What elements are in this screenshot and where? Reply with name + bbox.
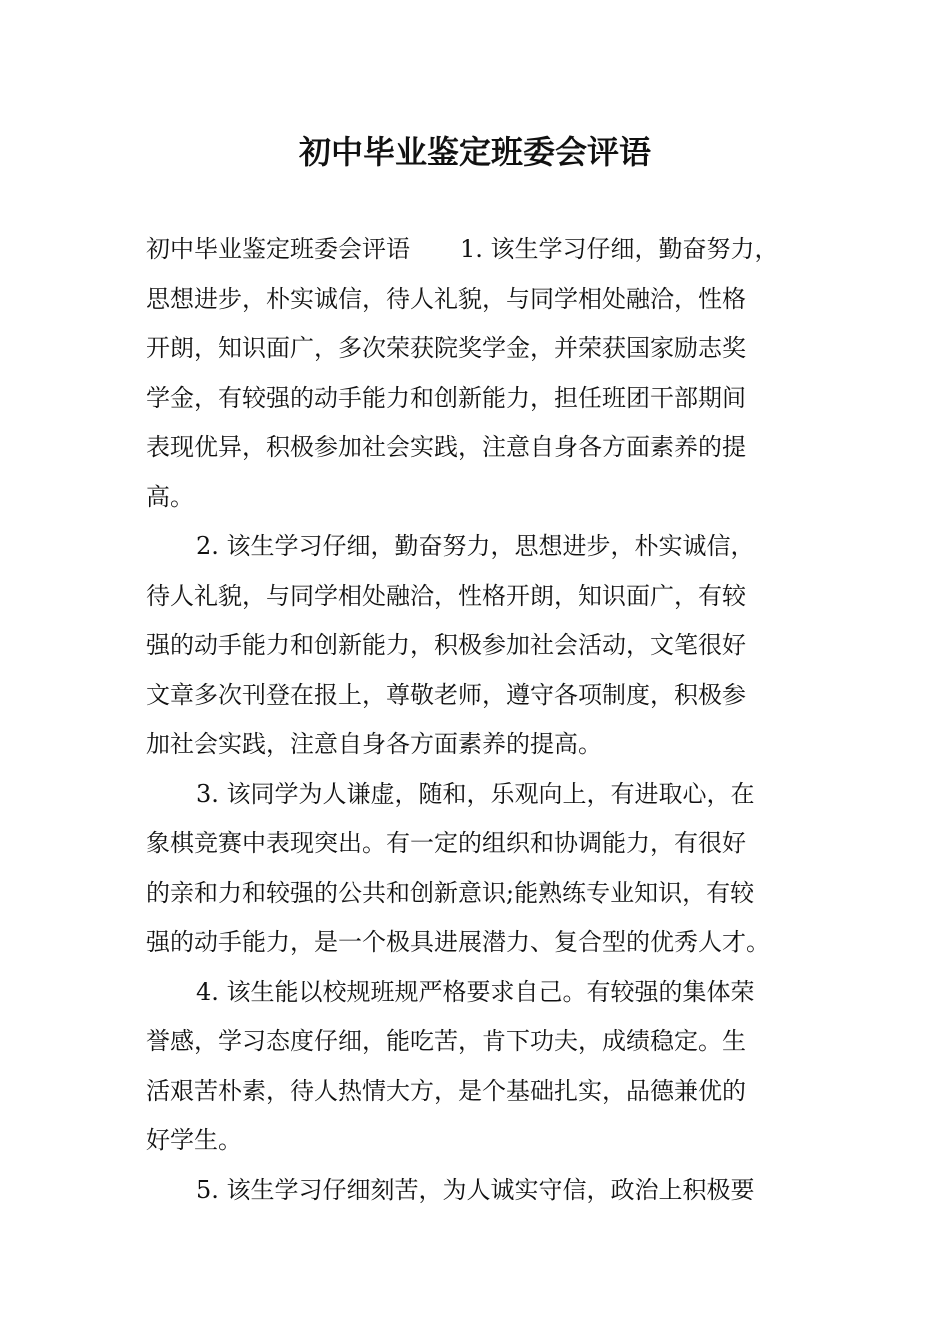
text-line: 开朗，知识面广，多次荣获院奖学金，并荣获国家励志奖 bbox=[146, 334, 746, 362]
paragraph-start: 1. 该生学习仔细，勤奋努力， bbox=[460, 235, 779, 263]
text-line: 文章多次刊登在报上，尊敬老师，遵守各项制度，积极参 bbox=[146, 680, 746, 709]
text-line: 表现优异，积极参加社会实践，注意自身各方面素养的提 bbox=[146, 433, 746, 461]
document-body bbox=[146, 225, 826, 1215]
text-line: 2. 该生学习仔细，勤奋努力，思想进步，朴实诚信， bbox=[196, 532, 755, 560]
text-line: 思想进步，朴实诚信，待人礼貌，与同学相处融洽，性格 bbox=[146, 284, 746, 313]
text-line: 强的动手能力，是一个极具进展潜力、复合型的优秀人才。 bbox=[146, 928, 770, 956]
text-line: 5. 该生学习仔细刻苦，为人诚实守信，政治上积极要 bbox=[196, 1175, 755, 1204]
text-line bbox=[146, 225, 826, 275]
text-line: 活艰苦朴素，待人热情大方，是个基础扎实，品德兼优的 bbox=[146, 1076, 746, 1105]
inline-heading: 初中毕业鉴定班委会评语 bbox=[146, 235, 410, 263]
text-line: 加社会实践，注意自身各方面素养的提高。 bbox=[146, 730, 602, 758]
text-line: 学金，有较强的动手能力和创新能力，担任班团干部期间 bbox=[146, 383, 746, 412]
text-line: 高。 bbox=[146, 482, 194, 511]
text-line: 4. 该生能以校规班规严格要求自己。有较强的集体荣 bbox=[196, 977, 755, 1006]
text-line: 誉感，学习态度仔细，能吃苦，肯下功夫，成绩稳定。生 bbox=[146, 1027, 746, 1055]
text-line: 强的动手能力和创新能力，积极参加社会活动，文笔很好 bbox=[146, 631, 746, 659]
text-line: 象棋竞赛中表现突出。有一定的组织和协调能力，有很好 bbox=[146, 829, 746, 857]
text-line: 的亲和力和较强的公共和创新意识;能熟练专业知识，有较 bbox=[146, 878, 755, 907]
text-line: 好学生。 bbox=[146, 1126, 242, 1154]
text-line: 3. 该同学为人谦虚，随和，乐观向上，有进取心，在 bbox=[196, 779, 755, 808]
document-title: 初中毕业鉴定班委会评语 bbox=[298, 133, 651, 171]
text-line: 待人礼貌，与同学相处融洽，性格开朗，知识面广，有较 bbox=[146, 581, 746, 610]
